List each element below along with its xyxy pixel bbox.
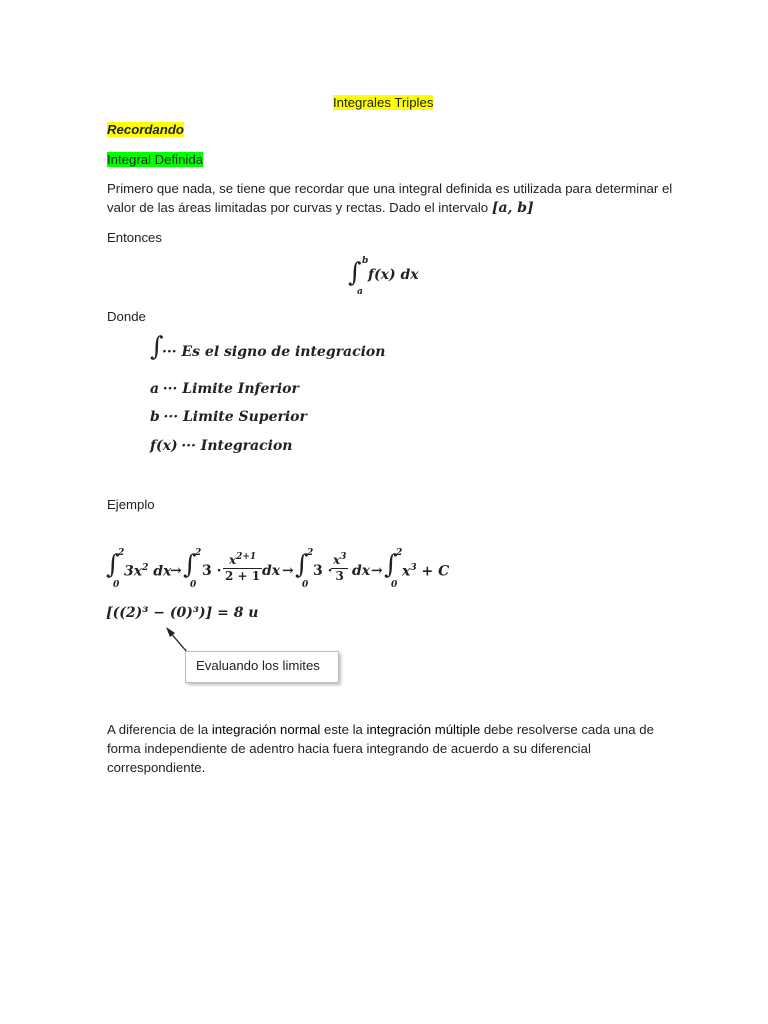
definition-function-symbol: f(x)	[150, 438, 178, 454]
closing-part-d: integración múltiple	[366, 722, 481, 737]
example-integral-4: ∫	[384, 550, 398, 580]
ex1-dx: dx	[153, 563, 172, 580]
ex2-coef: 3 ·	[202, 563, 222, 579]
ex4-upper: 2	[396, 548, 403, 558]
ex1-upper: 2	[118, 548, 125, 558]
definition-integral-symbol: ∫	[150, 332, 164, 362]
definition-upper-text: ··· Limite Superior	[163, 409, 307, 425]
intro-line-1: Primero que nada, se tiene que recordar que una integral definida es utilizada para determinar el	[107, 181, 673, 196]
ex3-den: 3	[335, 569, 344, 583]
ex2-num-exp: 2+1	[236, 552, 257, 562]
title-text: Integrales Triples	[333, 95, 434, 110]
ex4-exp: 3	[410, 563, 417, 573]
integral-sign: ∫	[348, 258, 362, 288]
example-integral-3: ∫	[295, 550, 309, 580]
interval-math: [a, b]	[491, 200, 534, 216]
ex3-dx: dx	[352, 563, 371, 579]
definition-function-text: ··· Integracion	[181, 438, 293, 454]
ex4-term: x	[402, 563, 411, 580]
ex4-result	[402, 563, 449, 580]
ex4-lower: 0	[391, 580, 398, 590]
ex3-fraction	[331, 550, 348, 584]
example-equation	[106, 548, 466, 596]
closing-part-e: debe resolverse cada una de	[480, 722, 654, 737]
lower-limit: a	[357, 287, 363, 297]
integrand: f(x) dx	[368, 267, 419, 283]
ex3-coef: 3 ·	[313, 563, 333, 579]
ex3-num-exp: 3	[340, 552, 347, 562]
ex1-exp: 2	[142, 563, 149, 573]
ex2-num	[223, 550, 262, 569]
ex3-upper: 2	[307, 548, 314, 558]
closing-line-3: correspondiente.	[107, 760, 206, 775]
ex3-lower: 0	[302, 580, 309, 590]
ex2-fraction	[223, 550, 262, 584]
example-integral-2: ∫	[183, 550, 197, 580]
integral-definida-heading	[107, 150, 203, 169]
definition-upper	[150, 407, 307, 427]
definition-lower	[150, 379, 299, 399]
closing-part-b: integración normal	[211, 722, 321, 737]
closing-part-c: este la	[320, 722, 367, 737]
definition-function	[150, 436, 293, 456]
ejemplo-label: Ejemplo	[107, 497, 155, 512]
arrow-2: →	[282, 563, 294, 579]
closing-line-2: forma independiente de adentro hacia fuera integrando de acuerdo a su diferencial	[107, 741, 591, 756]
recordando-heading	[107, 120, 184, 139]
ex3-num	[331, 550, 348, 569]
recordando-text: Recordando	[107, 122, 184, 137]
ex2-upper: 2	[195, 548, 202, 558]
entonces-label: Entonces	[107, 230, 162, 245]
callout-text: Evaluando los limites	[196, 658, 320, 673]
ex4-const: + C	[421, 563, 450, 580]
ex1-term: 3x	[124, 563, 143, 580]
ex2-dx: dx	[262, 563, 281, 579]
definition-lower-text: ··· Limite Inferior	[162, 381, 299, 397]
arrow-3: →	[371, 563, 383, 579]
evaluation-math: [((2)³ − (0)³)] = 8 u	[106, 605, 259, 621]
ex2-lower: 0	[190, 580, 197, 590]
callout-box	[185, 651, 339, 683]
definition-upper-symbol: b	[150, 409, 160, 425]
ex2-num-base: x	[228, 553, 237, 567]
intro-line-2	[107, 198, 534, 218]
definition-integral-text: ··· Es el signo de integracion	[162, 344, 386, 360]
main-integral	[348, 256, 428, 300]
ex1-lower: 0	[113, 580, 120, 590]
example-integral-1: ∫	[106, 550, 120, 580]
upper-limit: b	[362, 256, 369, 266]
integral-definida-text: Integral Definida	[107, 152, 204, 167]
definition-lower-symbol: a	[150, 381, 160, 397]
ex1-integrand	[124, 563, 171, 580]
closing-part-a: A diferencia de la	[107, 722, 212, 737]
donde-label: Donde	[107, 309, 146, 324]
arrow-1: →	[170, 563, 182, 579]
ex2-den: 2 + 1	[225, 569, 261, 583]
evaluation-line	[106, 603, 259, 623]
page-title	[333, 93, 433, 112]
ex3-num-base: x	[333, 553, 341, 567]
intro-line-2-text: valor de las áreas limitadas por curvas y rectas. Dado el intervalo	[107, 200, 489, 215]
closing-line-1	[107, 720, 654, 739]
